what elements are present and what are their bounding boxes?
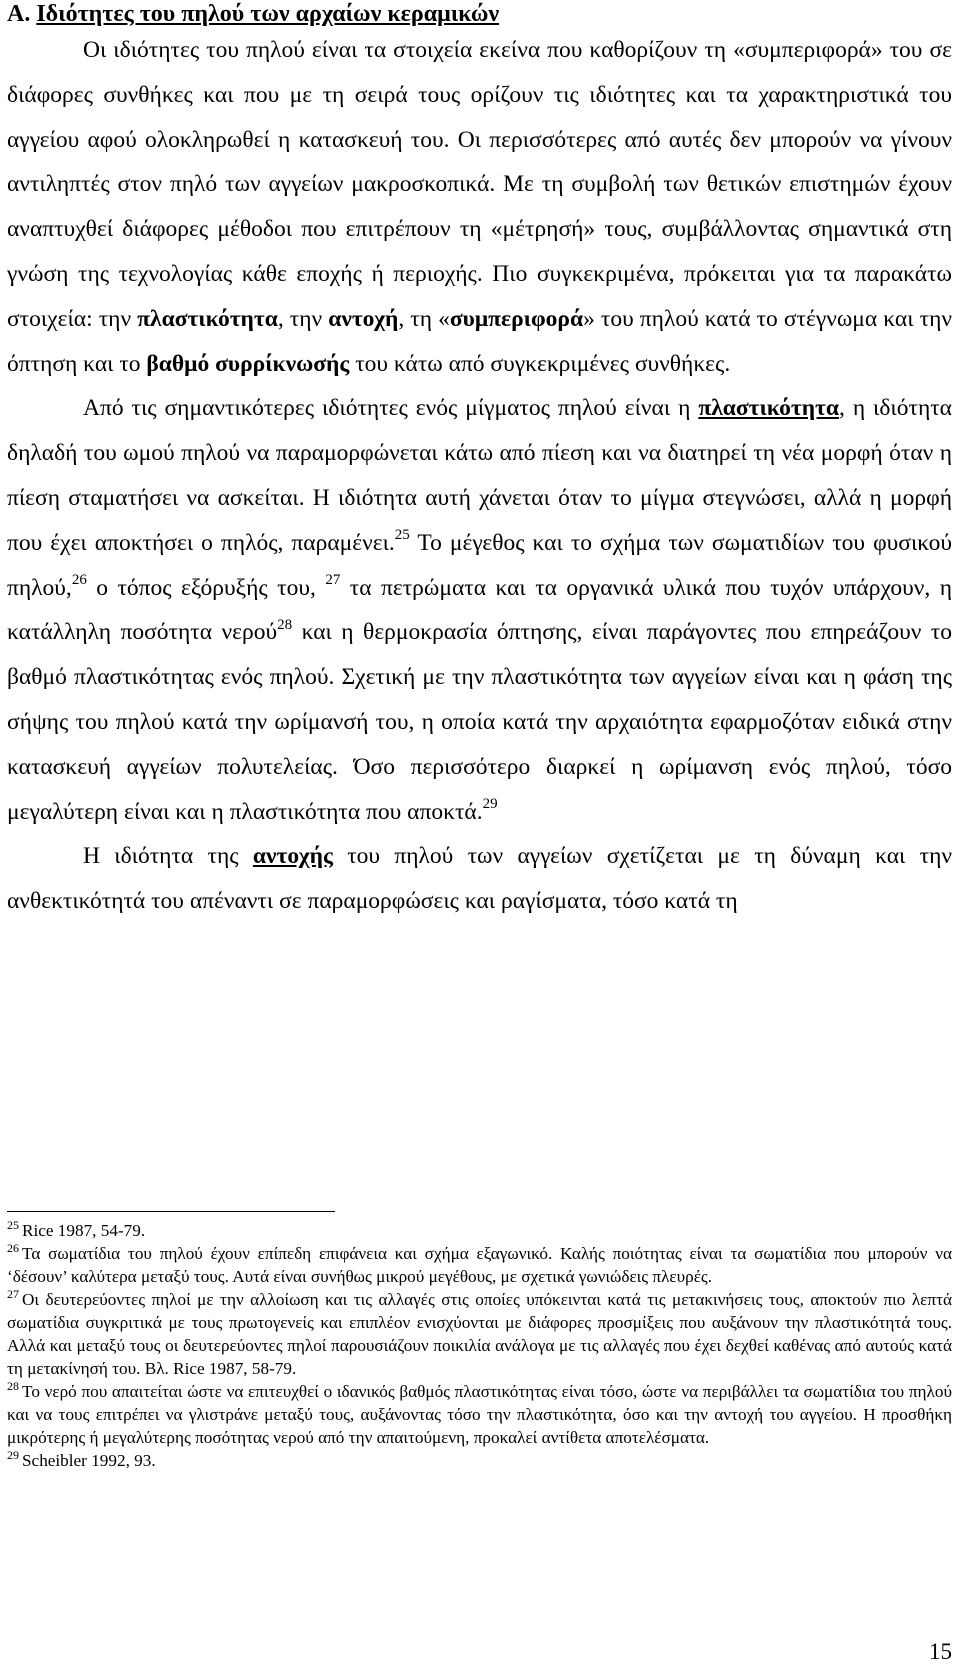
footnote-ref-29[interactable]: 29 <box>482 795 498 812</box>
footnote-number: 26 <box>7 1241 19 1256</box>
text-run: , η ιδιότητα δηλαδή του ωμού πηλού να παραμορφώνεται κάτω από πίεση και να διατηρεί τη νέα μορφή όταν η πίεση σταματήσει να ασκείται. Η ιδιότητα αυτή χάνεται όταν το μίγμα στεγνώσει, αλλά η μορφή που έχει αποκτήσει ο πηλός, παραμένει. <box>7 395 952 556</box>
footnote-29 <box>7 1449 952 1472</box>
footnote-number: 29 <box>7 1448 19 1463</box>
bold-underlined-term-strength: αντοχής <box>252 843 333 870</box>
footnote-26 <box>7 1242 952 1288</box>
section-title: Ιδιότητες του πηλού των αρχαίων κεραμικών <box>36 1 500 27</box>
footnote-text: Οι δευτερεύοντες πηλοί με την αλλοίωση και τις αλλαγές στις οποίες υπόκεινται κατά τις μετακινήσεις τους, αποκτούν πιο λεπτά σωματίδια συγκριτικά με τους πρωτογενείς και επιπλέον ενισχύονται με διάφορες προσμίξεις που αυξάνουν την πλαστικότητά τους. Αλλά και μεταξύ τους οι δευτερεύοντες πηλοί παρουσιάζουν ποικιλία ανάλογα με τις αλλαγές που έχει δεχθεί καθένας από αυτούς κατά τη μετακίνησή του. Βλ. Rice 1987, 58-79. <box>7 1290 952 1378</box>
text-run: Οι ιδιότητες του πηλού είναι τα στοιχεία εκείνα που καθορίζουν τη «συμπεριφορά» του σε διάφορες συνθήκες και που με τη σειρά τους ορίζουν τις ιδιότητες και τα χαρακτηριστικά του αγγείου αφού ολοκληρωθεί η κατασκευή του. Οι περισσότερες από αυτές δεν μπορούν να γίνουν αντιληπτές στον πηλό των αγγείων μακροσκοπικά. Με τη συμβολή των θετικών επιστημών έχουν αναπτυχθεί διάφορες μέθοδοι που επιτρέπουν τη «μέτρησή» τους, συμβάλλοντας σημαντικά στη γνώση της τεχνολογίας κάθε εποχής ή περιοχής. Πιο συγκεκριμένα, πρόκειται για τα παρακάτω στοιχεία: την <box>7 37 952 332</box>
footnote-27 <box>7 1288 952 1380</box>
text-run: ο τόπος εξόρυξής του, <box>86 574 326 601</box>
text-run: , τη « <box>398 305 450 332</box>
footnote-25 <box>7 1219 952 1242</box>
page-number: 15 <box>929 1639 952 1664</box>
footnote-number: 25 <box>7 1218 19 1233</box>
footnote-ref-26[interactable]: 26 <box>71 571 87 588</box>
bold-term-strength: αντοχή <box>328 305 399 332</box>
footnote-ref-28[interactable]: 28 <box>277 616 293 633</box>
footnote-ref-25[interactable]: 25 <box>394 526 410 543</box>
bold-term-behaviour: συμπεριφορά <box>449 305 584 332</box>
footnote-text: Scheibler 1992, 93. <box>22 1451 156 1470</box>
footnote-28 <box>7 1380 952 1449</box>
bold-term-plasticity: πλαστικότητα <box>137 305 278 332</box>
text-run: , την <box>277 305 329 332</box>
text-run: του πηλού των αγγείων σχετίζεται με τη δύναμη και την ανθεκτικότητά του απέναντι σε παραμορφώσεις και ραγίσματα, τόσο κατά τη <box>7 843 952 915</box>
section-letter: A. <box>7 1 31 27</box>
text-run: Από τις σημαντικότερες ιδιότητες ενός μίγματος πηλού είναι η <box>83 395 699 422</box>
footnotes <box>7 1219 952 1472</box>
body-text <box>7 28 952 924</box>
footnote-separator <box>7 1211 335 1212</box>
text-run: Το μέγεθος και το σχήμα των σωματιδίων του φυσικού πηλού, <box>7 529 952 601</box>
footnote-text: Τα σωματίδια του πηλού έχουν επίπεδη επιφάνεια και σχήμα εξαγωνικό. Καλής ποιότητας είναι τα σωματίδια που μπορούν να ‘δέσουν’ καλύτερα μεταξύ τους. Αυτά είναι συνήθως μικρού μεγέθους, με σχετικά γωνιώδεις πλευρές. <box>7 1244 952 1286</box>
paragraph-1 <box>7 28 952 386</box>
footnote-text: Rice 1987, 54-79. <box>22 1221 146 1240</box>
footnote-text: Το νερό που απαιτείται ώστε να επιτευχθεί ο ιδανικός βαθμός πλαστικότητας είναι τόσο, ώστε να περιβάλλει τα σωματίδια του πηλού και να τους επιτρέπει να γλιστράνε μεταξύ τους, αυξάνοντας τόσο την πλαστικότητα, όσο και την αντοχή του αγγείου. Η προσθήκη μικρότερης ή μεγαλύτερης ποσότητας νερού από την απαιτούμενη, προκαλεί αντίθετα αποτελέσματα. <box>7 1382 952 1447</box>
text-run: » του πηλού κατά το στέγνωμα και την όπτηση και το <box>7 305 952 377</box>
bold-term-shrinkage: βαθμό συρρίκνωσής <box>146 350 350 377</box>
paragraph-2 <box>7 386 952 834</box>
bold-underlined-term-plasticity: πλαστικότητα <box>698 395 840 422</box>
text-run: Η ιδιότητα της <box>83 843 253 870</box>
text-run: του κάτω από συγκεκριμένες συνθήκες. <box>349 350 731 377</box>
section-heading <box>7 0 952 28</box>
footnote-ref-27[interactable]: 27 <box>325 571 341 588</box>
footnote-number: 27 <box>7 1287 19 1302</box>
paragraph-3 <box>7 834 952 924</box>
text-run: και η θερμοκρασία όπτησης, είναι παράγοντες που επηρεάζουν το βαθμό πλαστικότητας ενός πηλού. Σχετική με την πλαστικότητα των αγγείων είναι και η φάση της σήψης του πηλού κατά την ωρίμανσή του, η οποία κατά την αρχαιότητα εφαρμοζόταν ειδικά στην κατασκευή αγγείων πολυτελείας. Όσο περισσότερο διαρκεί η ωρίμανση ενός πηλού, τόσο μεγαλύτερη είναι και η πλαστικότητα που αποκτά. <box>7 619 952 825</box>
footnote-number: 28 <box>7 1379 19 1394</box>
text-run: τα πετρώματα και τα οργανικά υλικά που τυχόν υπάρχουν, η κατάλληλη ποσότητα νερού <box>7 574 952 646</box>
